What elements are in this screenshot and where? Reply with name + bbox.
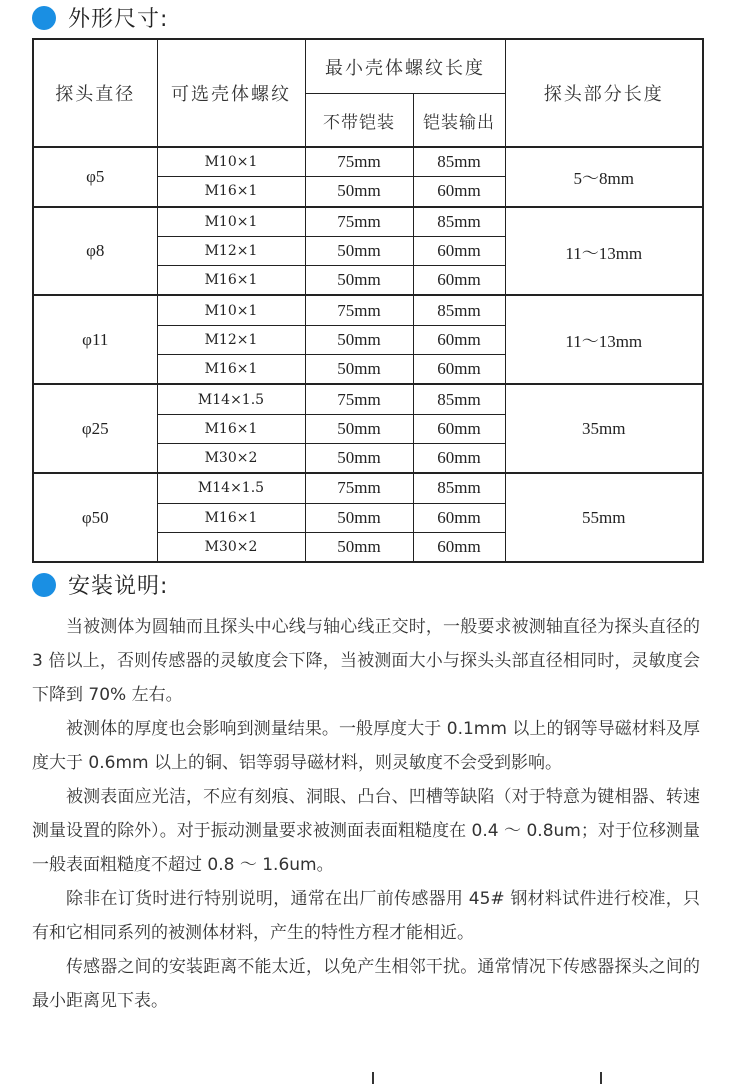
table-row	[33, 207, 703, 237]
header-no-armor: 不带铠装	[305, 94, 413, 148]
cell-no-armor-length: 75mm	[305, 295, 413, 325]
cell-thread: M14×1.5	[157, 384, 305, 414]
cell-no-armor-length: 50mm	[305, 414, 413, 443]
cell-thread: M12×1	[157, 325, 305, 354]
cell-no-armor-length: 50mm	[305, 236, 413, 265]
bullet-dot-icon	[32, 6, 56, 30]
cell-no-armor-length: 75mm	[305, 473, 413, 503]
cell-thread: M16×1	[157, 177, 305, 207]
cell-thread: M16×1	[157, 414, 305, 443]
cell-no-armor-length: 50mm	[305, 325, 413, 354]
cell-armor-length: 85mm	[413, 473, 505, 503]
cell-no-armor-length: 50mm	[305, 177, 413, 207]
cell-thread: M14×1.5	[157, 473, 305, 503]
cell-no-armor-length: 75mm	[305, 207, 413, 237]
cell-thread: M10×1	[157, 295, 305, 325]
cell-probe-length: 11～13mm	[505, 295, 703, 384]
cell-armor-length: 60mm	[413, 325, 505, 354]
table-row	[33, 295, 703, 325]
cell-probe-length: 35mm	[505, 384, 703, 473]
section-title: 外形尺寸:	[68, 7, 169, 32]
table-edge-mark	[600, 1072, 602, 1084]
paragraph: 除非在订货时进行特别说明，通常在出厂前传感器用 45# 钢材料试件进行校准，只有和它相同系列的被测体材料，产生的特性方程才能相近。	[32, 889, 700, 943]
bullet-dot-icon	[32, 573, 56, 597]
cell-no-armor-length: 50mm	[305, 355, 413, 385]
cell-thread: M16×1	[157, 503, 305, 532]
cell-armor-length: 85mm	[413, 207, 505, 237]
cell-armor-length: 60mm	[413, 236, 505, 265]
installation-notes	[32, 610, 700, 1018]
cell-no-armor-length: 50mm	[305, 266, 413, 296]
header-thread: 可选壳体螺纹	[157, 39, 305, 147]
cell-thread: M16×1	[157, 355, 305, 385]
cell-no-armor-length: 50mm	[305, 532, 413, 562]
cell-diameter: φ11	[33, 295, 157, 384]
table-row	[33, 147, 703, 177]
cell-thread: M16×1	[157, 266, 305, 296]
cell-armor-length: 85mm	[413, 295, 505, 325]
header-min-length: 最小壳体螺纹长度	[305, 39, 505, 94]
cell-armor-length: 60mm	[413, 177, 505, 207]
table-row	[33, 384, 703, 414]
cell-diameter: φ50	[33, 473, 157, 562]
cell-armor-length: 60mm	[413, 443, 505, 473]
section-header-installation	[32, 569, 168, 600]
table-edge-mark	[372, 1072, 374, 1084]
paragraph: 传感器之间的安装距离不能太近，以免产生相邻干扰。通常情况下传感器探头之间的最小距离见下表。	[32, 957, 700, 1011]
cell-thread: M30×2	[157, 532, 305, 562]
paragraph: 当被测体为圆轴而且探头中心线与轴心线正交时，一般要求被测轴直径为探头直径的 3 倍以上，否则传感器的灵敏度会下降，当被测面大小与探头头部直径相同时，灵敏度会下降到 70% 左右。	[32, 617, 700, 705]
table-row	[33, 473, 703, 503]
cell-armor-length: 60mm	[413, 532, 505, 562]
cell-thread: M30×2	[157, 443, 305, 473]
cell-probe-length: 5～8mm	[505, 147, 703, 207]
cell-no-armor-length: 75mm	[305, 147, 413, 177]
table-header-row	[33, 39, 703, 94]
cell-no-armor-length: 50mm	[305, 503, 413, 532]
cell-no-armor-length: 50mm	[305, 443, 413, 473]
cell-armor-length: 60mm	[413, 503, 505, 532]
cell-probe-length: 55mm	[505, 473, 703, 562]
cell-armor-length: 60mm	[413, 266, 505, 296]
paragraph: 被测体的厚度也会影响到测量结果。一般厚度大于 0.1mm 以上的钢等导磁材料及厚度大于 0.6mm 以上的铜、铝等弱导磁材料，则灵敏度不会受到影响。	[32, 719, 700, 773]
cell-armor-length: 60mm	[413, 414, 505, 443]
header-armor-output: 铠装输出	[413, 94, 505, 148]
cell-thread: M10×1	[157, 147, 305, 177]
header-diameter: 探头直径	[33, 39, 157, 147]
cell-thread: M10×1	[157, 207, 305, 237]
header-probe-length: 探头部分长度	[505, 39, 703, 147]
cell-armor-length: 85mm	[413, 147, 505, 177]
dimension-table	[32, 38, 704, 563]
cell-diameter: φ5	[33, 147, 157, 207]
cell-armor-length: 60mm	[413, 355, 505, 385]
cell-diameter: φ8	[33, 207, 157, 296]
cell-probe-length: 11～13mm	[505, 207, 703, 296]
cell-diameter: φ25	[33, 384, 157, 473]
cell-no-armor-length: 75mm	[305, 384, 413, 414]
section-header-dimensions	[32, 2, 168, 33]
paragraph: 被测表面应光洁，不应有刻痕、洞眼、凸台、凹槽等缺陷（对于特意为键相器、转速测量设置的除外）。对于振动测量要求被测面表面粗糙度在 0.4 ～ 0.8um；对于位移测量一般表面粗糙度不超过 0.8 ～ 1.6um。	[32, 787, 700, 875]
section-title: 安装说明:	[68, 574, 169, 599]
cell-armor-length: 85mm	[413, 384, 505, 414]
cell-thread: M12×1	[157, 236, 305, 265]
